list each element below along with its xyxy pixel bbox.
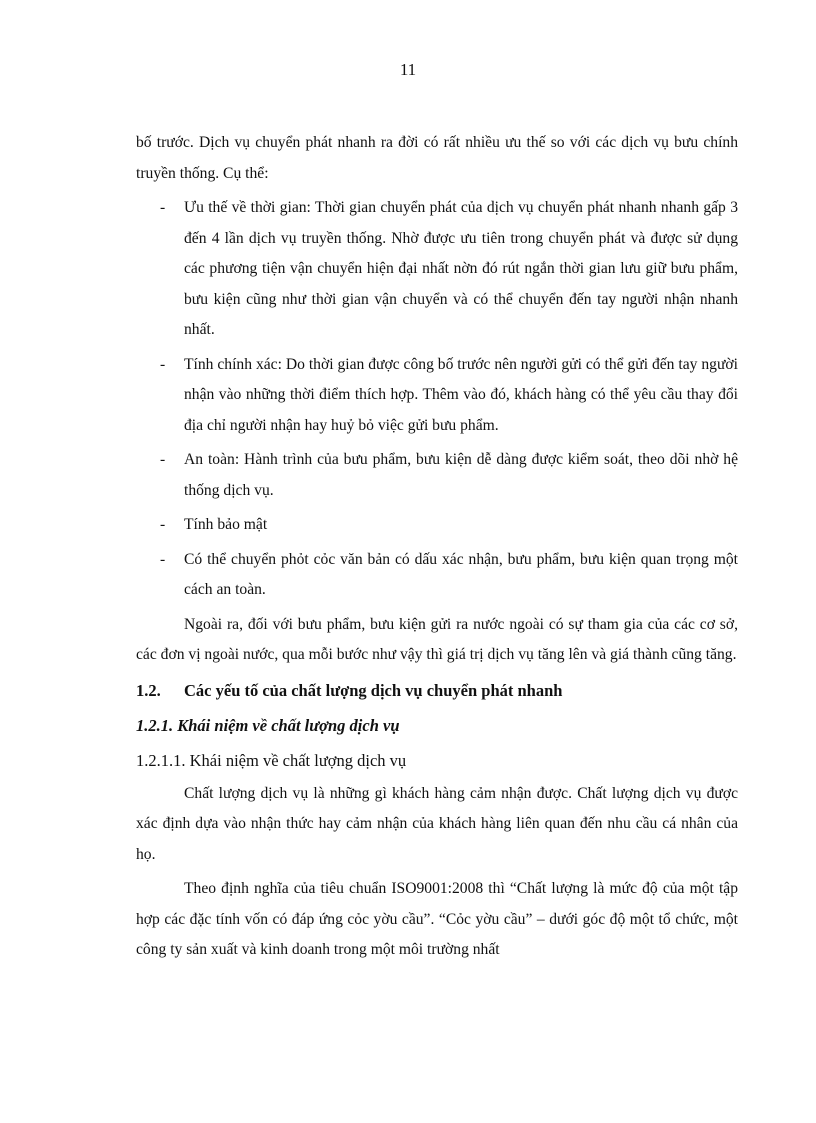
bullet-item: [136, 510, 738, 541]
bullet-item: [136, 193, 738, 346]
section-title: Các yếu tố của chất lượng dịch vụ chuyển phát nhanh: [184, 680, 563, 700]
bullet-text: Tính bảo mật: [184, 516, 268, 533]
bullet-dash: -: [160, 199, 166, 216]
bullet-text: Ưu thế về thời gian: Thời gian chuyển phát của dịch vụ chuyển phát nhanh nhanh gấp 3 đến 4 lần dịch vụ truyền thống. Nhờ được ưu tiên trong chuyển phát và được sử dụng các phương tiện vận chuyển hiện đại nhất nờn đó rút ngắn thời gian lưu giữ bưu phẩm, bưu kiện cũng như thời gian vận chuyển và có thể chuyển đến tay người nhận nhanh nhất.: [184, 199, 738, 338]
bullet-dash: -: [160, 355, 166, 373]
document-body: [136, 128, 738, 970]
section-heading: [136, 675, 738, 707]
intro-paragraph: bố trước. Dịch vụ chuyển phát nhanh ra đời có rất nhiều ưu thế so với các dịch vụ bưu chính truyền thống. Cụ thể:: [136, 134, 738, 182]
bullet-text: Có thể chuyển phỏt cỏc văn bản có dấu xác nhận, bưu phẩm, bưu kiện quan trọng một cách an toàn.: [184, 550, 738, 598]
paragraph-quality: Chất lượng dịch vụ là những gì khách hàng cảm nhận được. Chất lượng dịch vụ được xác định dựa vào nhận thức hay cảm nhận của khách hàng liên quan đến nhu cầu cá nhân của họ.: [136, 784, 738, 863]
bullet-text: Tính chính xác: Do thời gian được công bố trước nên người gửi có thể gửi đến tay người nhận vào những thời điểm thích hợp. Thêm vào đó, khách hàng có thể yêu cầu thay đổi địa chỉ người nhận hay huỷ bỏ việc gửi bưu phẩm.: [184, 355, 738, 434]
bullet-item: [136, 445, 738, 506]
paragraph-iso: Theo định nghĩa của tiêu chuẩn ISO9001:2008 thì “Chất lượng là mức độ của một tập hợp các đặc tính vốn có đáp ứng cỏc yờu cầu”. “Cỏc yờu cầu” – dưới góc độ một tổ chức, một công ty sản xuất và kinh doanh trong một môi trường nhất: [136, 880, 738, 958]
subsubsection-heading: 1.2.1.1. Khái niệm về chất lượng dịch vụ: [136, 750, 407, 770]
section-number: 1.2.: [136, 680, 161, 700]
bullet-item: [136, 545, 738, 606]
bullet-dash: -: [160, 550, 166, 568]
bullet-item: [136, 350, 738, 442]
bullet-dash: -: [160, 516, 166, 533]
page-number: 11: [399, 60, 417, 79]
bullet-text: An toàn: Hành trình của bưu phẩm, bưu kiện dễ dàng được kiểm soát, theo dõi nhờ hệ thống dịch vụ.: [184, 451, 738, 499]
paragraph-other: Ngoài ra, đối với bưu phẩm, bưu kiện gửi ra nước ngoài có sự tham gia của các cơ sở, các đơn vị ngoài nước, qua mỗi bước như vậy thì giá trị dịch vụ tăng lên và giá thành cũng tăng.: [136, 615, 738, 663]
subsection-heading: 1.2.1. Khái niệm về chất lượng dịch vụ: [136, 715, 400, 735]
bullet-dash: -: [160, 451, 166, 468]
